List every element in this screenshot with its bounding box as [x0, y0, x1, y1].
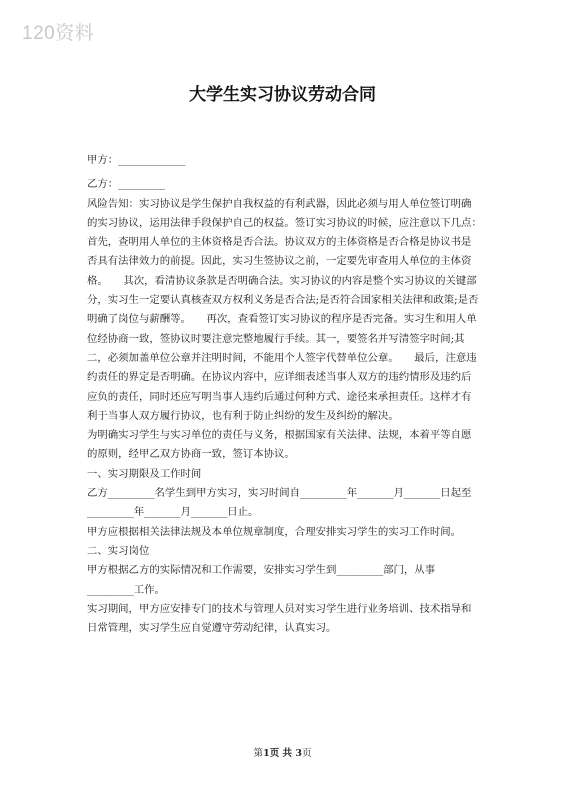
page-footer: [0, 745, 565, 759]
party-a-line: 甲方：_____________: [87, 154, 186, 166]
section2-paragraph-2: 实习期间，甲方应安排专门的技术与管理人员对实习学生进行业务培训、技术指导和日常管理，实习学生应自觉遵守劳动纪律，认真实习。: [87, 602, 472, 635]
risk-notice-paragraph: 风险告知：实习协议是学生保护自我权益的有利武器，因此必须与用人单位签订明确的实习协议，运用法律手段保护自己的权益。签订实习协议的时候，应注意以下几点： 首先，查明用人单位的主体资格是否合法。协议双方的主体资格是否合格是协议书是否具有法律效力的前提。因此，实习生签协议之前，一定要先审查用人单位的主体资格。 其次，看清协议条款是否明确合法。实习协议的内容是整个实习协议的关键部分，实习生一定要认真核查双方权利义务是否合法;是否符合国家相关法律和政策;是否明确了岗位与薪酬等。 再次，查看签订实习协议的程序是否完备。实习生和用人单位经协商一致，签协议时要注意完整地履行手续。其一，要签名并写清签字时间;其二，必须加盖单位公章并注明时间，不能用个人签字代替单位公章。 最后，注意违约责任的界定是否明确。在协议内容中，应详细表述当事人双方的违约情形及违约后应负的责任，同时还应写明当事人违约后通过何种方式、途径来承担责任。这样才有利于当事人双方履行协议，也有利于防止纠纷的发生及纠纷的解决。: [87, 197, 498, 422]
page-mid-text: 页 共: [269, 748, 296, 759]
section1-heading: 一、实习期限及工作时间: [87, 467, 202, 480]
document-body: [87, 151, 498, 638]
document-title: 大学生实习协议劳动合同: [189, 85, 376, 105]
section2-heading: 二、实习岗位: [87, 544, 150, 557]
page-prefix: 第: [253, 748, 264, 759]
preamble-paragraph: 为明确实习学生与实习单位的责任与义务，根据国家有关法律、法规，本着平等自愿的原则，经甲乙双方协商一致，签订本协议。: [87, 429, 472, 461]
watermark-logo: 120资料: [22, 23, 95, 44]
section2-paragraph-1: 甲方根据乙方的实际情况和工作需要，安排实习学生到_________部门，从事_________工作。: [87, 564, 436, 596]
page-current-number: 1: [263, 748, 270, 759]
section1-paragraph-2: 甲方应根据相关法律法规及本单位规章制度，合理安排实习学生的实习工作时间。: [87, 525, 462, 538]
party-b-line: 乙方：_________: [87, 178, 165, 191]
section1-paragraph-1: 乙方_________名学生到甲方实习，实习时间自_________年_______月_______日起至_________年_______月_______日止。: [87, 487, 472, 519]
page-total-number: 3: [295, 748, 302, 759]
page-suffix: 页: [301, 748, 312, 759]
